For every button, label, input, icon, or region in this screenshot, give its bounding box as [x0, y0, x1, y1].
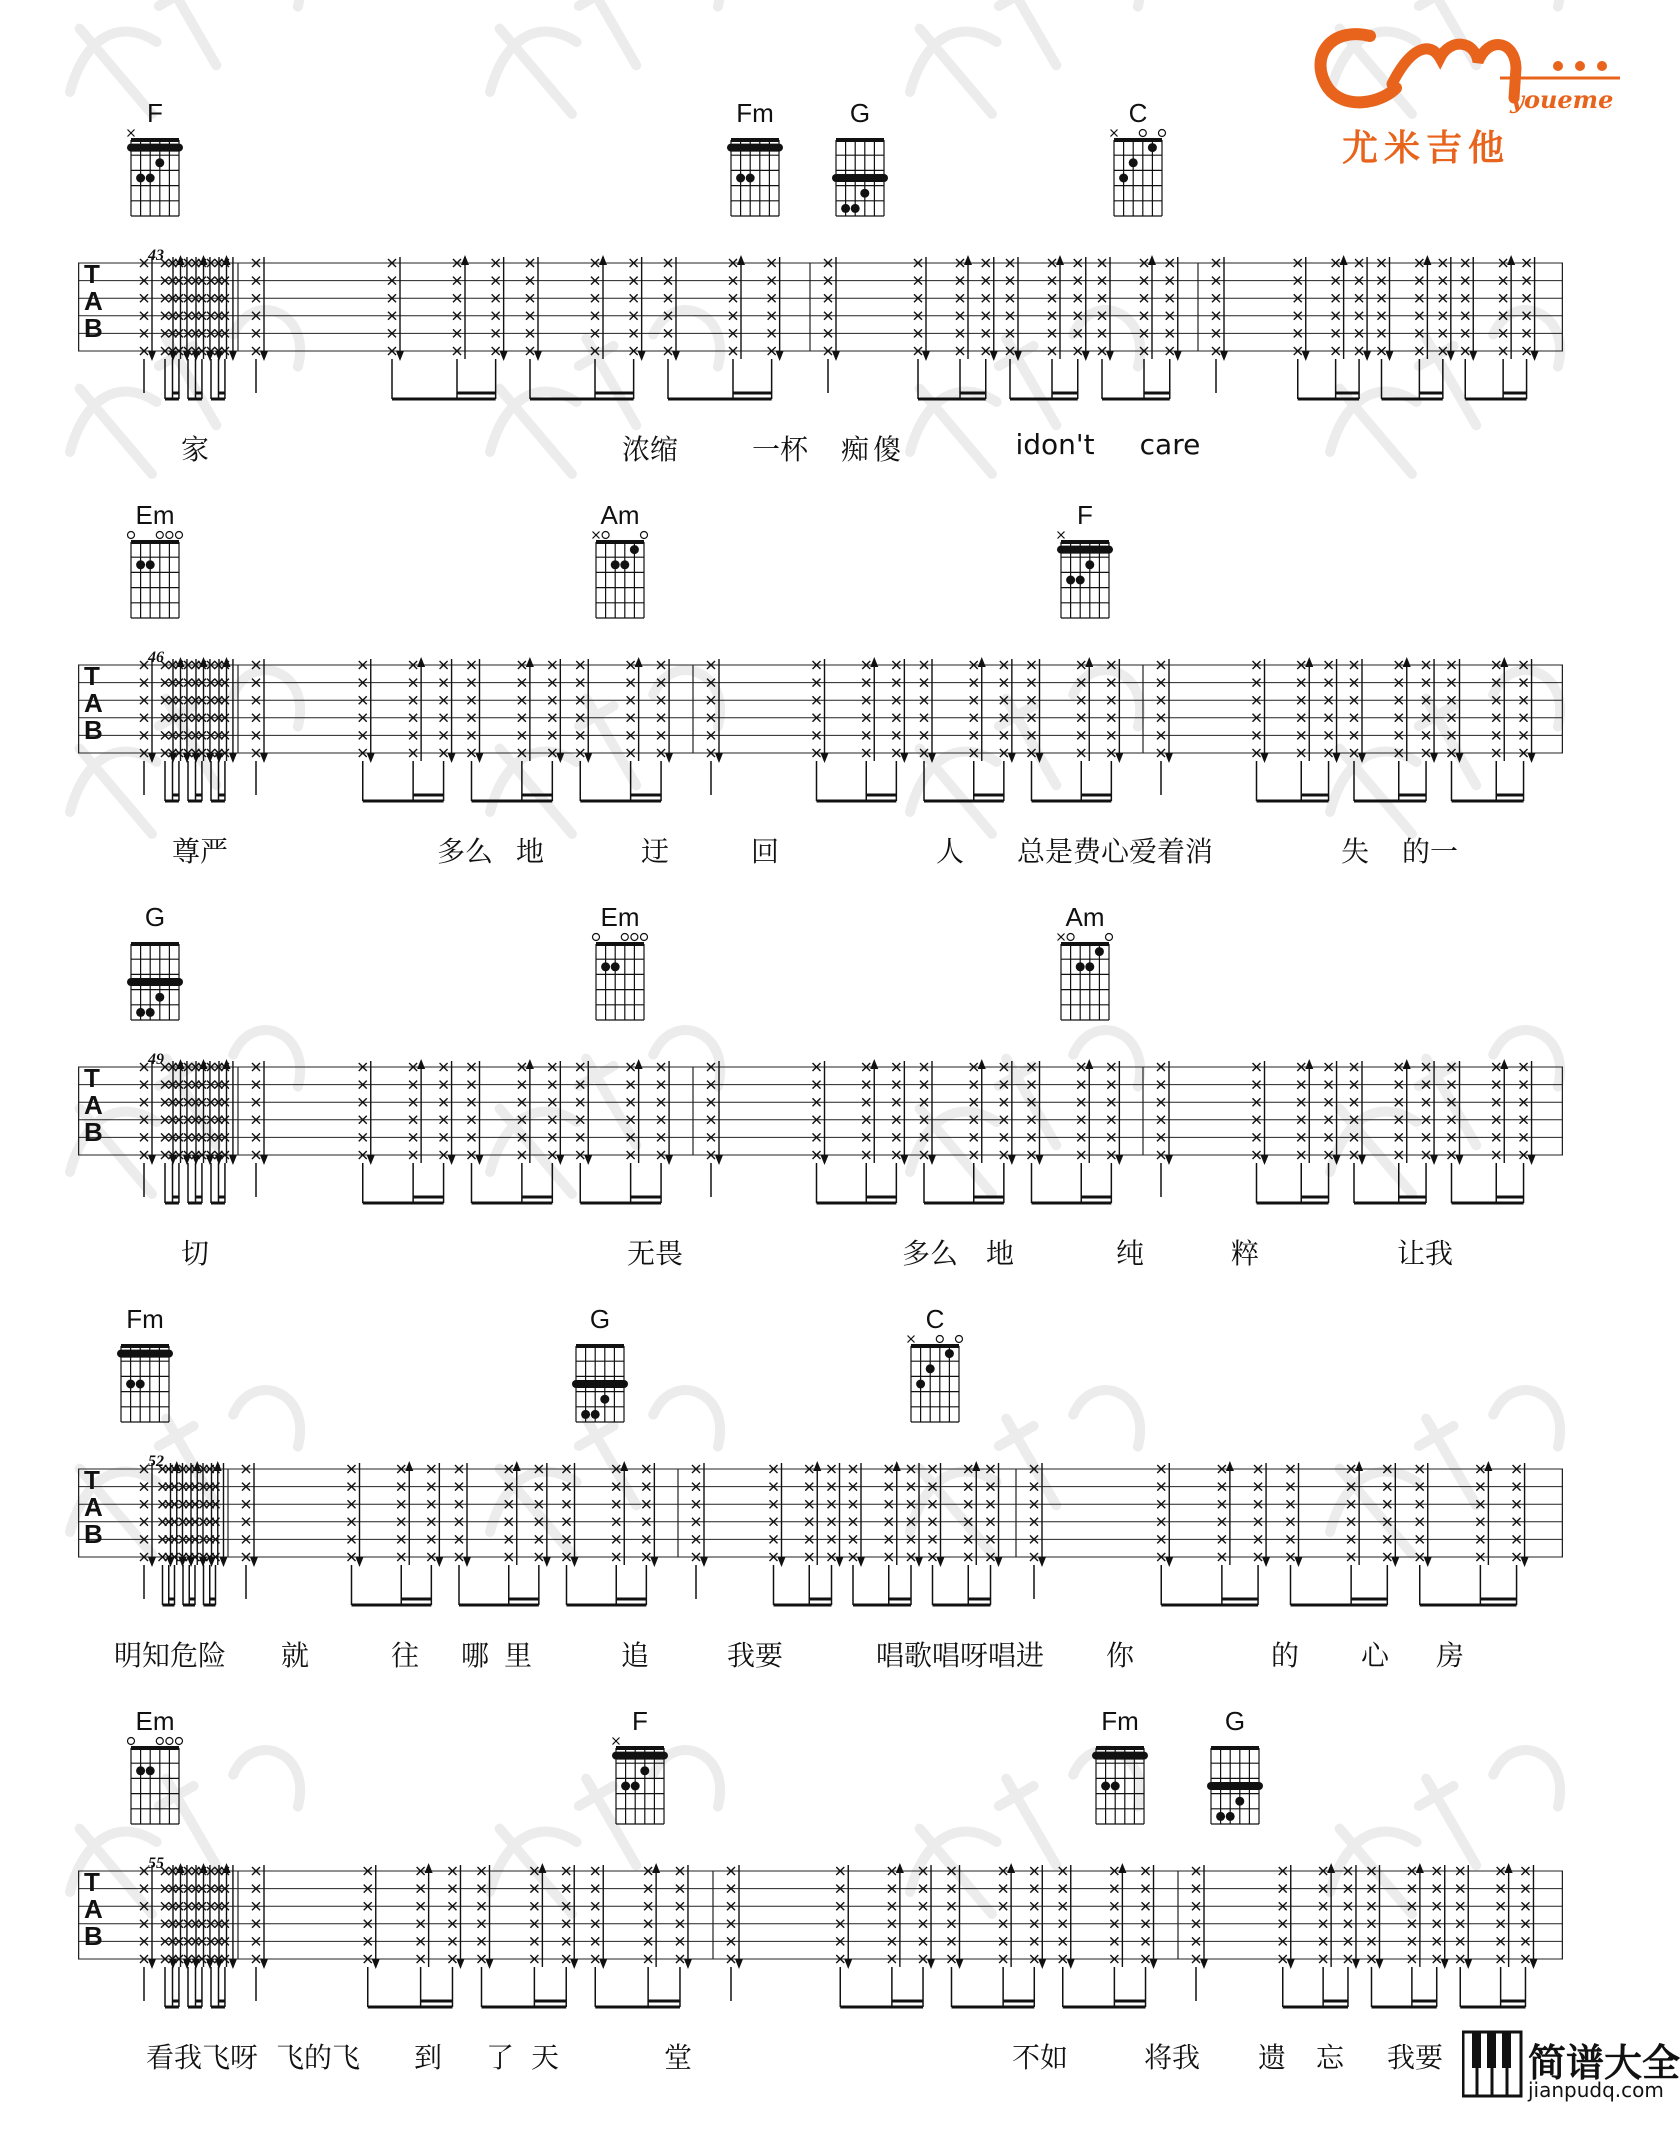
lyric-text: 遗	[1257, 2041, 1287, 2074]
logo-subtitle: 尤米吉他	[1342, 128, 1511, 169]
chord-diagram	[1045, 500, 1125, 630]
chord-fretboard-grid	[590, 528, 650, 628]
score-system	[0, 98, 1680, 500]
tab-clef-letter: A	[84, 1090, 103, 1120]
lyric-text: 总是费心爱着消	[1016, 835, 1214, 868]
lyric-text: 的	[1270, 1639, 1300, 1672]
measure-number: 49	[148, 1051, 164, 1068]
lyric-text: 房	[1435, 1639, 1465, 1672]
chord-diagram	[1080, 1706, 1160, 1836]
lyric-text: 多么	[436, 835, 494, 868]
chord-fretboard-grid	[590, 930, 650, 1030]
lyric-text: 无畏	[626, 1237, 684, 1270]
chord-diagram	[115, 1706, 195, 1836]
chord-diagram	[715, 98, 795, 228]
tab-staff	[78, 1453, 1563, 1729]
lyric-text: 你	[1105, 1639, 1135, 1672]
chord-diagram	[600, 1706, 680, 1836]
chord-fretboard-grid	[125, 126, 185, 226]
lyric-text: 的一	[1401, 835, 1459, 868]
lyric-text: 人	[935, 835, 965, 868]
lyric-text: 痴	[840, 433, 870, 466]
lyric-text: 尊严	[171, 835, 229, 868]
brand-url[interactable]: jianpudq.com	[1528, 2078, 1664, 2102]
chord-name: Em	[135, 1706, 175, 1736]
chord-diagram	[1045, 902, 1125, 1032]
tab-clef-letter: B	[84, 1519, 103, 1549]
chord-diagram	[580, 500, 660, 630]
lyric-text: 傻	[872, 433, 902, 466]
chord-diagram	[115, 500, 195, 630]
logo-script: youeme	[1510, 85, 1614, 114]
lyric-text: 飞的飞	[275, 2041, 361, 2074]
chord-fretboard-grid	[125, 528, 185, 628]
chord-name: F	[632, 1706, 648, 1736]
tab-clef-letter: T	[84, 661, 100, 691]
chord-diagram	[105, 1304, 185, 1434]
chord-diagram	[820, 98, 900, 228]
score-system	[0, 500, 1680, 902]
chord-fretboard-grid	[1055, 930, 1115, 1030]
tab-clef-letter: T	[84, 1063, 100, 1093]
chord-name: Fm	[1101, 1706, 1139, 1736]
lyric-text: 到	[413, 2041, 443, 2074]
tab-clef-letter: B	[84, 1921, 103, 1951]
measure-number: 46	[148, 649, 164, 666]
chord-name: Fm	[126, 1304, 164, 1334]
measure-number: 43	[148, 247, 164, 264]
tab-clef-letter: A	[84, 1492, 103, 1522]
lyric-text: 里	[503, 1639, 533, 1672]
measure-number: 55	[148, 1855, 164, 1872]
lyric-text: 失	[1340, 835, 1370, 868]
measure-number: 52	[148, 1453, 164, 1470]
chord-diagram	[1098, 98, 1178, 228]
chord-name: G	[589, 1304, 611, 1334]
chord-diagram	[115, 98, 195, 228]
lyric-text: 忘	[1315, 2041, 1345, 2074]
lyric-text: 家	[180, 433, 210, 466]
lyric-text: 我要	[1386, 2041, 1444, 2074]
chord-name: Fm	[736, 98, 774, 128]
brand-badge	[1462, 2030, 1680, 2104]
chord-fretboard-grid	[1055, 528, 1115, 628]
lyric-text: 切	[180, 1237, 210, 1270]
tab-clef-letter: T	[84, 1465, 100, 1495]
score-system	[0, 1304, 1680, 1706]
lyric-text: 一杯	[751, 433, 809, 466]
lyric-text: 纯	[1115, 1237, 1145, 1270]
tab-staff-notation	[78, 1861, 1563, 2131]
tab-clef-letter: T	[84, 1867, 100, 1897]
chord-name: F	[1077, 500, 1093, 530]
lyric-text: 让我	[1396, 1237, 1454, 1270]
lyric-text: 浓缩	[621, 433, 679, 466]
chord-fretboard-grid	[115, 1332, 175, 1432]
lyric-text: 天	[530, 2041, 560, 2074]
chord-fretboard-grid	[1205, 1734, 1265, 1834]
lyric-text: 往	[390, 1639, 420, 1672]
chord-fretboard-grid	[610, 1734, 670, 1834]
chord-fretboard-grid	[830, 126, 890, 226]
chord-name: G	[144, 902, 166, 932]
chord-fretboard-grid	[570, 1332, 630, 1432]
chord-name: Em	[600, 902, 640, 932]
tab-staff-notation	[78, 1057, 1563, 1327]
lyric-text: 哪	[460, 1639, 490, 1672]
lyric-text: 不如	[1011, 2041, 1069, 2074]
tab-clef-letter: A	[84, 1894, 103, 1924]
piano-keys-icon	[1462, 2030, 1524, 2098]
chord-fretboard-grid	[1108, 126, 1168, 226]
lyric-text: 了	[485, 2041, 515, 2074]
tab-staff	[78, 1855, 1563, 2131]
lyric-text: 就	[280, 1639, 310, 1672]
chord-name: C	[925, 1304, 945, 1334]
lyric-text: care	[1139, 428, 1201, 461]
lyric-text: 追	[620, 1639, 650, 1672]
chord-diagram	[560, 1304, 640, 1434]
chord-fretboard-grid	[725, 126, 785, 226]
tab-clef-letter: T	[84, 259, 100, 289]
lyric-text: 看我飞呀	[145, 2041, 259, 2074]
lyric-text: 地	[985, 1237, 1015, 1270]
chord-fretboard-grid	[125, 930, 185, 1030]
lyric-text: 多么	[901, 1237, 959, 1270]
tab-staff-notation	[78, 253, 1563, 523]
chord-fretboard-grid	[125, 1734, 185, 1834]
chord-name: Em	[135, 500, 175, 530]
chord-fretboard-grid	[905, 1332, 965, 1432]
score-system	[0, 1706, 1680, 2108]
chord-diagram	[895, 1304, 975, 1434]
chord-name: G	[1224, 1706, 1246, 1736]
chord-name: C	[1128, 98, 1148, 128]
chord-fretboard-grid	[1090, 1734, 1150, 1834]
lyric-text: 唱歌唱呀唱进	[875, 1639, 1045, 1672]
lyric-text: 我要	[726, 1639, 784, 1672]
brand-title: 简谱大全	[1528, 2041, 1680, 2085]
lyric-text: 粹	[1230, 1237, 1260, 1270]
lyric-text: 迂	[640, 835, 670, 868]
chord-name: Am	[1065, 902, 1105, 932]
score-system	[0, 902, 1680, 1304]
tab-staff-notation	[78, 655, 1563, 925]
tab-clef-letter: A	[84, 688, 103, 718]
tab-staff	[78, 247, 1563, 523]
chord-name: Am	[600, 500, 640, 530]
tab-clef-letter: A	[84, 286, 103, 316]
chord-diagram	[580, 902, 660, 1032]
chord-diagram	[115, 902, 195, 1032]
lyric-text: 回	[750, 835, 780, 868]
lyric-text: 明知危险	[113, 1639, 227, 1672]
tab-clef-letter: B	[84, 1117, 103, 1147]
tab-staff	[78, 1051, 1563, 1327]
lyric-text: 地	[515, 835, 545, 868]
tab-staff-notation	[78, 1459, 1563, 1729]
tab-clef-letter: B	[84, 715, 103, 745]
lyric-text: 心	[1360, 1639, 1390, 1672]
tab-clef-letter: B	[84, 313, 103, 343]
chord-diagram	[1195, 1706, 1275, 1836]
lyric-text: idon't	[1015, 428, 1095, 461]
tab-staff	[78, 649, 1563, 925]
lyric-text: 堂	[663, 2041, 693, 2074]
chord-name: G	[849, 98, 871, 128]
lyric-text: 将我	[1143, 2041, 1201, 2074]
chord-name: F	[147, 98, 163, 128]
